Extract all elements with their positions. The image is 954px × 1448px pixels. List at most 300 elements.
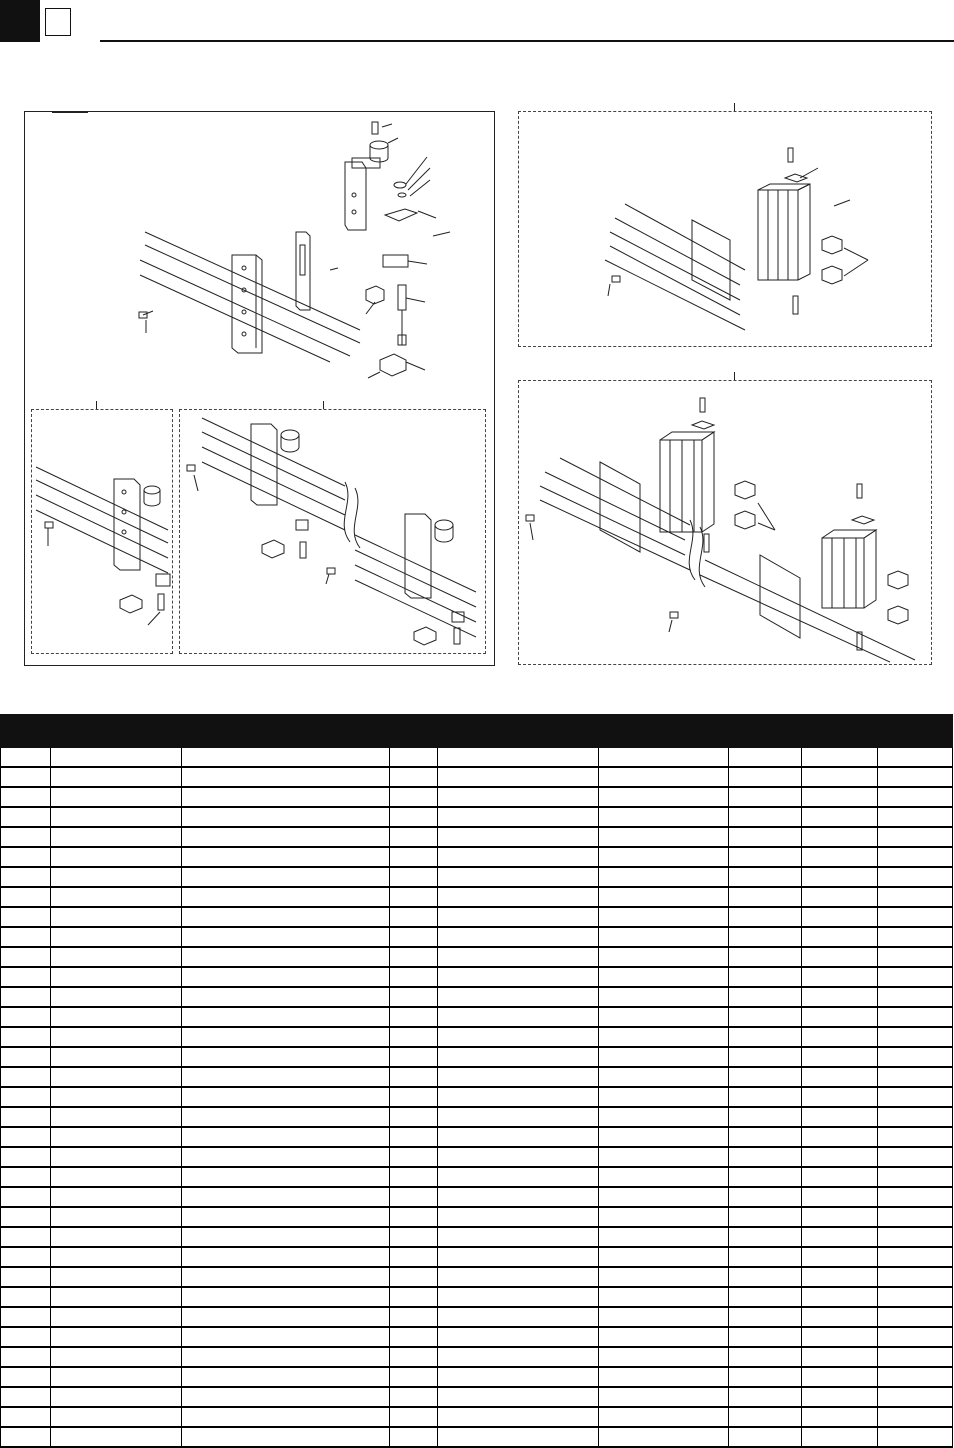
table-cell xyxy=(599,1367,729,1387)
table-cell xyxy=(182,1127,390,1147)
table-cell xyxy=(51,1027,182,1047)
table-cell xyxy=(438,947,599,967)
table-cell xyxy=(182,827,390,847)
table-cell xyxy=(599,1027,729,1047)
table-cell xyxy=(390,847,438,867)
table-row xyxy=(1,867,953,887)
table-cell xyxy=(802,787,878,807)
table-cell xyxy=(599,967,729,987)
table-cell xyxy=(51,1007,182,1027)
table-cell xyxy=(390,1187,438,1207)
table-cell xyxy=(802,907,878,927)
table-cell xyxy=(878,1347,953,1367)
table-cell xyxy=(182,1427,390,1447)
table-cell xyxy=(729,1047,802,1067)
table-cell xyxy=(802,1167,878,1187)
table-cell xyxy=(390,1387,438,1407)
table-cell xyxy=(802,827,878,847)
main-upper-bracket xyxy=(345,158,380,230)
table-cell xyxy=(599,1167,729,1187)
table-cell xyxy=(390,1087,438,1107)
table-cell xyxy=(1,787,51,807)
table-cell xyxy=(802,1427,878,1447)
table-cell xyxy=(599,887,729,907)
table-cell xyxy=(802,1207,878,1227)
table-row xyxy=(1,1167,953,1187)
table-cell xyxy=(878,827,953,847)
table-cell xyxy=(802,987,878,1007)
table-cell xyxy=(51,1147,182,1167)
table-cell xyxy=(438,907,599,927)
table-cell xyxy=(182,1267,390,1287)
table-cell xyxy=(729,927,802,947)
table-cell xyxy=(599,767,729,787)
table-cell xyxy=(729,887,802,907)
table-cell xyxy=(1,1327,51,1347)
table-cell xyxy=(390,1347,438,1367)
table-cell xyxy=(802,1107,878,1127)
table-cell xyxy=(802,1267,878,1287)
column-header xyxy=(729,715,802,748)
table-cell xyxy=(729,748,802,768)
table-row xyxy=(1,748,953,768)
table-cell xyxy=(438,1047,599,1067)
table-cell xyxy=(1,907,51,927)
table-cell xyxy=(390,1407,438,1427)
table-cell xyxy=(182,1247,390,1267)
table-row xyxy=(1,1247,953,1267)
table-cell xyxy=(802,1287,878,1307)
table-cell xyxy=(599,1107,729,1127)
table-cell xyxy=(878,1247,953,1267)
table-row xyxy=(1,987,953,1007)
table-cell xyxy=(390,1207,438,1227)
table-cell xyxy=(390,1307,438,1327)
table-cell xyxy=(390,767,438,787)
table-cell xyxy=(1,1147,51,1167)
table-cell xyxy=(729,867,802,887)
table-cell xyxy=(599,1067,729,1087)
table-cell xyxy=(802,927,878,947)
table-cell xyxy=(878,887,953,907)
table-cell xyxy=(438,1027,599,1047)
table-cell xyxy=(1,947,51,967)
table-cell xyxy=(438,1147,599,1167)
table-cell xyxy=(182,1307,390,1327)
column-header xyxy=(1,715,51,748)
table-cell xyxy=(438,1207,599,1227)
table-row xyxy=(1,787,953,807)
table-cell xyxy=(51,1227,182,1247)
table-cell xyxy=(51,1407,182,1427)
table-cell xyxy=(729,1327,802,1347)
table-cell xyxy=(802,947,878,967)
table-cell xyxy=(51,987,182,1007)
table-cell xyxy=(182,947,390,967)
table-cell xyxy=(878,1267,953,1287)
table-cell xyxy=(729,1027,802,1047)
table-cell xyxy=(729,1227,802,1247)
table-cell xyxy=(390,867,438,887)
table-cell xyxy=(438,767,599,787)
table-cell xyxy=(1,1047,51,1067)
table-cell xyxy=(729,1407,802,1427)
table-cell xyxy=(878,1067,953,1087)
table-row xyxy=(1,1127,953,1147)
table-cell xyxy=(182,787,390,807)
table-row xyxy=(1,1007,953,1027)
table-cell xyxy=(390,1367,438,1387)
table-cell xyxy=(729,847,802,867)
table-cell xyxy=(438,1387,599,1407)
table-cell xyxy=(182,967,390,987)
table-cell xyxy=(182,1207,390,1227)
table-row xyxy=(1,1027,953,1047)
table-cell xyxy=(182,1167,390,1187)
table-cell xyxy=(438,847,599,867)
table-cell xyxy=(599,1267,729,1287)
column-header xyxy=(599,715,729,748)
table-row xyxy=(1,907,953,927)
table-cell xyxy=(51,1187,182,1207)
table-cell xyxy=(878,1367,953,1387)
table-cell xyxy=(802,1247,878,1267)
table-cell xyxy=(599,1427,729,1447)
table-cell xyxy=(182,987,390,1007)
table-cell xyxy=(182,1387,390,1407)
table-cell xyxy=(1,967,51,987)
main-slide-bracket xyxy=(296,232,310,310)
table-cell xyxy=(1,1167,51,1187)
table-cell xyxy=(1,987,51,1007)
table-row xyxy=(1,807,953,827)
table-cell xyxy=(51,1087,182,1107)
table-cell xyxy=(878,1147,953,1167)
table-cell xyxy=(390,927,438,947)
column-header xyxy=(802,715,878,748)
table-cell xyxy=(438,1187,599,1207)
table-cell xyxy=(729,1007,802,1027)
table-row xyxy=(1,847,953,867)
table-cell xyxy=(51,1247,182,1267)
table-cell xyxy=(51,847,182,867)
table-cell xyxy=(438,807,599,827)
table-cell xyxy=(182,1187,390,1207)
table-cell xyxy=(802,1047,878,1067)
table-cell xyxy=(878,1167,953,1187)
table-cell xyxy=(438,987,599,1007)
table-cell xyxy=(1,767,51,787)
table-cell xyxy=(599,1127,729,1147)
table-cell xyxy=(878,1227,953,1247)
table-cell xyxy=(438,887,599,907)
table-cell xyxy=(729,787,802,807)
table-row xyxy=(1,1147,953,1167)
table-cell xyxy=(1,927,51,947)
table-row xyxy=(1,1227,953,1247)
table-cell xyxy=(802,748,878,768)
table-cell xyxy=(878,1027,953,1047)
table-cell xyxy=(878,787,953,807)
table-cell xyxy=(878,1047,953,1067)
table-cell xyxy=(182,907,390,927)
table-cell xyxy=(390,1047,438,1067)
table-row xyxy=(1,1047,953,1067)
table-cell xyxy=(438,1267,599,1287)
table-cell xyxy=(729,1067,802,1087)
table-cell xyxy=(1,1027,51,1047)
table-cell xyxy=(438,1107,599,1127)
table-cell xyxy=(182,927,390,947)
table-cell xyxy=(438,1347,599,1367)
table-cell xyxy=(599,1227,729,1247)
main-clamp-parts xyxy=(383,182,417,345)
table-cell xyxy=(438,1087,599,1107)
table-cell xyxy=(438,748,599,768)
table-cell xyxy=(438,867,599,887)
table-cell xyxy=(729,1367,802,1387)
table-row xyxy=(1,1067,953,1087)
table-cell xyxy=(599,1047,729,1067)
table-cell xyxy=(729,967,802,987)
table-cell xyxy=(729,1107,802,1127)
table-cell xyxy=(878,1187,953,1207)
table-cell xyxy=(729,1187,802,1207)
table-cell xyxy=(729,987,802,1007)
table-cell xyxy=(182,1087,390,1107)
table-cell xyxy=(599,867,729,887)
parts-table xyxy=(0,714,953,1448)
column-header xyxy=(51,715,182,748)
table-cell xyxy=(599,1327,729,1347)
table-cell xyxy=(729,807,802,827)
table-cell xyxy=(1,847,51,867)
table-row xyxy=(1,1207,953,1227)
table-cell xyxy=(729,907,802,927)
table-cell xyxy=(390,907,438,927)
table-cell xyxy=(182,1107,390,1127)
table-cell xyxy=(1,867,51,887)
table-cell xyxy=(438,1227,599,1247)
table-cell xyxy=(182,748,390,768)
variant-a-assembly xyxy=(36,467,170,625)
table-cell xyxy=(1,827,51,847)
table-cell xyxy=(182,847,390,867)
table-cell xyxy=(390,787,438,807)
table-cell xyxy=(51,887,182,907)
table-cell xyxy=(390,1067,438,1087)
table-cell xyxy=(1,1007,51,1027)
table-cell xyxy=(878,1407,953,1427)
table-cell xyxy=(729,1267,802,1287)
table-cell xyxy=(438,1307,599,1327)
table-cell xyxy=(878,1287,953,1307)
table-cell xyxy=(729,1387,802,1407)
table-cell xyxy=(390,1327,438,1347)
table-cell xyxy=(1,748,51,768)
table-cell xyxy=(802,1087,878,1107)
table-cell xyxy=(1,1107,51,1127)
table-row xyxy=(1,827,953,847)
table-cell xyxy=(729,1167,802,1187)
table-cell xyxy=(802,1347,878,1367)
table-cell xyxy=(802,1407,878,1427)
table-cell xyxy=(802,1387,878,1407)
table-cell xyxy=(878,1107,953,1127)
table-cell xyxy=(182,1347,390,1367)
table-cell xyxy=(729,1247,802,1267)
table-cell xyxy=(1,1067,51,1087)
table-row xyxy=(1,1387,953,1407)
table-cell xyxy=(390,807,438,827)
table-cell xyxy=(438,1327,599,1347)
column-header xyxy=(438,715,599,748)
table-cell xyxy=(51,1287,182,1307)
table-cell xyxy=(390,1427,438,1447)
table-cell xyxy=(878,867,953,887)
main-rails xyxy=(140,232,360,362)
table-cell xyxy=(878,1087,953,1107)
table-cell xyxy=(182,1027,390,1047)
table-cell xyxy=(878,947,953,967)
table-cell xyxy=(599,1247,729,1267)
exploded-parts-diagram xyxy=(0,0,954,700)
table-cell xyxy=(390,827,438,847)
table-cell xyxy=(51,1367,182,1387)
table-cell xyxy=(729,767,802,787)
table-cell xyxy=(878,1387,953,1407)
table-cell xyxy=(802,1147,878,1167)
table-cell xyxy=(51,967,182,987)
table-cell xyxy=(599,1207,729,1227)
table-row xyxy=(1,1107,953,1127)
table-cell xyxy=(51,1107,182,1127)
table-cell xyxy=(51,1207,182,1227)
parts-table-header xyxy=(1,715,953,748)
column-header xyxy=(182,715,390,748)
table-cell xyxy=(390,1267,438,1287)
table-cell xyxy=(729,1347,802,1367)
table-cell xyxy=(1,807,51,827)
table-cell xyxy=(802,1007,878,1027)
table-cell xyxy=(599,1087,729,1107)
table-cell xyxy=(51,1167,182,1187)
table-cell xyxy=(51,807,182,827)
variant-b-assembly xyxy=(187,418,476,645)
table-cell xyxy=(182,1007,390,1027)
table-cell xyxy=(599,1347,729,1367)
table-cell xyxy=(878,1207,953,1227)
table-cell xyxy=(729,1147,802,1167)
table-cell xyxy=(599,1387,729,1407)
main-leaders xyxy=(146,124,450,378)
table-cell xyxy=(51,827,182,847)
table-cell xyxy=(390,987,438,1007)
table-cell xyxy=(51,1347,182,1367)
table-cell xyxy=(182,1287,390,1307)
table-cell xyxy=(802,1327,878,1347)
table-cell xyxy=(182,1227,390,1247)
table-cell xyxy=(878,987,953,1007)
table-cell xyxy=(599,1187,729,1207)
table-cell xyxy=(51,1327,182,1347)
table-cell xyxy=(390,1027,438,1047)
table-cell xyxy=(438,967,599,987)
table-cell xyxy=(802,1307,878,1327)
table-cell xyxy=(802,1227,878,1247)
table-cell xyxy=(51,767,182,787)
table-cell xyxy=(1,1187,51,1207)
table-row xyxy=(1,887,953,907)
table-cell xyxy=(1,1387,51,1407)
table-cell xyxy=(599,827,729,847)
table-cell xyxy=(438,1127,599,1147)
table-cell xyxy=(438,1427,599,1447)
table-cell xyxy=(878,1427,953,1447)
table-cell xyxy=(1,1307,51,1327)
table-cell xyxy=(878,927,953,947)
table-cell xyxy=(599,748,729,768)
table-cell xyxy=(802,1027,878,1047)
table-cell xyxy=(438,927,599,947)
main-cap-and-screw xyxy=(370,122,388,162)
table-cell xyxy=(182,1047,390,1067)
table-cell xyxy=(878,907,953,927)
table-cell xyxy=(390,967,438,987)
table-cell xyxy=(182,1407,390,1427)
table-cell xyxy=(390,1287,438,1307)
table-cell xyxy=(878,767,953,787)
table-cell xyxy=(438,1247,599,1267)
table-cell xyxy=(729,1207,802,1227)
table-cell xyxy=(438,827,599,847)
table-cell xyxy=(729,947,802,967)
table-cell xyxy=(182,867,390,887)
table-cell xyxy=(878,807,953,827)
table-cell xyxy=(1,1087,51,1107)
table-cell xyxy=(390,1227,438,1247)
table-cell xyxy=(390,1167,438,1187)
table-row xyxy=(1,947,953,967)
table-cell xyxy=(599,927,729,947)
table-row xyxy=(1,1327,953,1347)
table-cell xyxy=(438,787,599,807)
table-cell xyxy=(729,1287,802,1307)
table-cell xyxy=(51,1427,182,1447)
column-header xyxy=(390,715,438,748)
table-cell xyxy=(878,967,953,987)
table-cell xyxy=(878,748,953,768)
table-row xyxy=(1,1347,953,1367)
table-cell xyxy=(802,1367,878,1387)
table-cell xyxy=(729,1087,802,1107)
main-fittings xyxy=(366,286,406,376)
table-cell xyxy=(182,1067,390,1087)
table-cell xyxy=(438,1367,599,1387)
table-cell xyxy=(51,1047,182,1067)
table-cell xyxy=(51,927,182,947)
table-cell xyxy=(51,1127,182,1147)
table-cell xyxy=(878,1127,953,1147)
table-row xyxy=(1,927,953,947)
table-cell xyxy=(729,1427,802,1447)
table-cell xyxy=(599,787,729,807)
table-cell xyxy=(51,748,182,768)
table-cell xyxy=(599,987,729,1007)
table-cell xyxy=(599,1307,729,1327)
parts-table-body xyxy=(1,748,953,1448)
table-cell xyxy=(599,807,729,827)
